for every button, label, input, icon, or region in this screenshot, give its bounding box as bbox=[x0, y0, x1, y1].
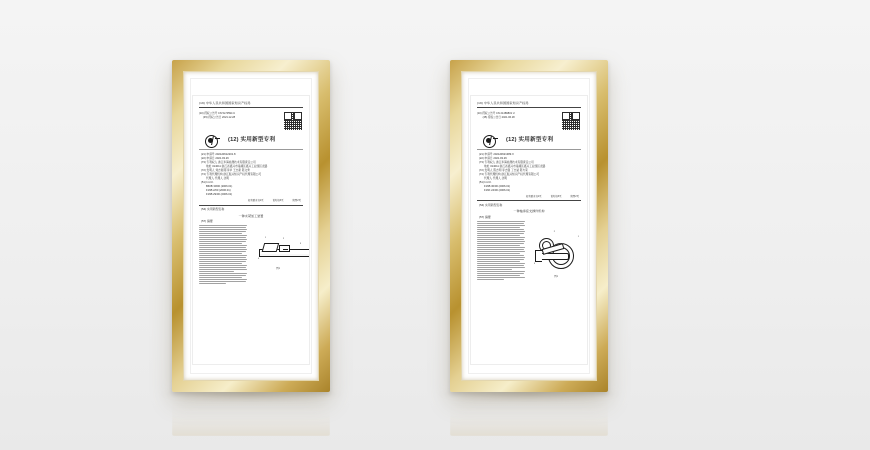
agency-right: (74) 专利代理机构 浙江振兴知识产权代理有限公司 bbox=[479, 172, 540, 176]
application-number-right: (21) 申请号 202120621389.X bbox=[479, 152, 514, 156]
inventors-right: (72) 发明人 陈志明 李志强 丁志斌 陈方荣 bbox=[479, 168, 528, 172]
ipc-code-right-2: F16K 24/00 (2006.01) bbox=[484, 189, 511, 193]
ipc-label-left: (51) Int.Cl. bbox=[201, 181, 214, 185]
qr-code-icon bbox=[561, 111, 581, 131]
figure-label-left-3: 3 bbox=[299, 243, 302, 246]
abstract-rule-left bbox=[199, 205, 303, 206]
cnipa-logo-icon bbox=[205, 134, 222, 147]
figure-column-left bbox=[253, 225, 303, 285]
title-rule-left bbox=[199, 149, 303, 150]
patent-document-left bbox=[193, 96, 309, 364]
publication-date-left: (45) 授权公告日 2021.12.28 bbox=[203, 115, 236, 119]
frame-reflection-left bbox=[172, 392, 330, 436]
abstract-text-left bbox=[199, 225, 248, 285]
agent-right: 代理人 代理人 沈明 bbox=[484, 177, 507, 181]
address-right: 地址 314011 浙江省嘉兴市南湖区嘉兴工业园区北路 bbox=[484, 164, 546, 168]
invention-name-label-left: (54) 实用新型名称 bbox=[201, 207, 225, 212]
invention-name-label-right: (54) 实用新型名称 bbox=[479, 203, 503, 207]
ipc-code-left-1: B60B 30/00 (2006.01) bbox=[206, 185, 233, 189]
invention-title-right: 一种轴承座支撑件机构 bbox=[513, 209, 545, 214]
abstract-body-left bbox=[199, 225, 303, 285]
title-rule-right bbox=[477, 149, 581, 150]
figure-label-left-1: 1 bbox=[264, 237, 267, 240]
abstract-text-right bbox=[477, 221, 526, 281]
cnipa-logo-icon bbox=[483, 134, 500, 147]
inventors-left: (72) 发明人 刘志刚 陈李华 王志新 陈文秀 bbox=[201, 168, 250, 172]
ipc-code-left-2: F16B 2/00 (2006.01) bbox=[206, 189, 231, 193]
abstract-body-right bbox=[477, 221, 581, 281]
patent-document-right bbox=[471, 96, 587, 364]
header-rule-right bbox=[477, 107, 581, 108]
figure-label-left-2: 2 bbox=[282, 238, 285, 241]
header-row-left bbox=[199, 111, 303, 131]
publication-date-right: (45) 授权公告日 2021.06.18 bbox=[482, 115, 515, 119]
ipc-label-right: (51) Int.Cl. bbox=[479, 181, 492, 185]
claims-pages-left: 权利要求书1页 bbox=[247, 199, 264, 203]
frame-reflection-right bbox=[450, 392, 608, 436]
page-count-row-right bbox=[477, 195, 579, 198]
application-date-left: (22) 申请日 2021.03.26 bbox=[201, 156, 229, 160]
cert-header-line-left: (19) 中华人民共和国国家知识产权局 bbox=[199, 101, 251, 105]
abstract-label-right: (57) 摘要 bbox=[479, 215, 491, 220]
figure-caption-right: 图1 bbox=[554, 275, 558, 279]
figure-label-right-1: 1 bbox=[577, 236, 579, 239]
patent-figure-left bbox=[253, 235, 303, 265]
publication-number-right: (10) 授权公告号 CN 21489831 U bbox=[477, 111, 515, 115]
publication-codes-left bbox=[199, 112, 235, 120]
address-left: 地址 314011 浙江省嘉兴市南湖区嘉兴工业园区北路 bbox=[206, 164, 268, 168]
publication-number-left: (10) 授权公告号 CN 5x74594 U bbox=[199, 111, 236, 115]
doc-type-row-right bbox=[483, 134, 581, 147]
application-number-left: (21) 申请号 202120612201.8 bbox=[201, 152, 236, 156]
patent-figure-right bbox=[531, 229, 581, 273]
application-date-right: (22) 申请日 2021.03.26 bbox=[479, 156, 507, 160]
claims-pages-right: 权利要求书1页 bbox=[525, 194, 542, 198]
abstract-label-left: (57) 摘要 bbox=[201, 219, 213, 224]
invention-title-left: 一种夹紧加工装置 bbox=[238, 213, 264, 218]
agent-left: 代理人 代理人 沈明 bbox=[206, 177, 229, 181]
figure-column-right bbox=[531, 221, 581, 281]
figure-label-left-4: 4 bbox=[257, 258, 260, 261]
patentee-left: (73) 专利权人 浙江华海检测技术有限责任公司 bbox=[201, 160, 256, 164]
publication-codes-right bbox=[477, 112, 515, 120]
agency-left: (74) 专利代理机构 浙江振兴知识产权代理有限公司 bbox=[201, 172, 262, 176]
header-rule-left bbox=[199, 107, 303, 108]
doc-type-row-left bbox=[205, 134, 303, 147]
figure-label-right-2: 2 bbox=[553, 231, 555, 234]
patentee-right: (73) 专利权人 浙江华海检测技术有限责任公司 bbox=[479, 160, 534, 164]
description-pages-left: 说明书3页 bbox=[272, 199, 284, 203]
page-count-row-left bbox=[199, 199, 301, 202]
figure-caption-left: 图1 bbox=[276, 267, 280, 271]
header-row-right bbox=[477, 111, 581, 131]
frame-mat-right bbox=[461, 71, 597, 381]
picture-frame-right bbox=[450, 60, 608, 392]
description-pages-right: 说明书3页 bbox=[550, 194, 562, 198]
doc-type-title-left: (12) 实用新型专利 bbox=[228, 136, 276, 143]
doc-type-title-right: (12) 实用新型专利 bbox=[506, 136, 554, 143]
cert-header-line-right: (19) 中华人民共和国国家知识产权局 bbox=[477, 101, 529, 105]
drawings-pages-left: 附图2页 bbox=[292, 199, 301, 203]
picture-frame-left bbox=[172, 60, 330, 392]
figure-label-right-3: 3 bbox=[533, 263, 536, 266]
frame-mat-left bbox=[183, 71, 319, 381]
ipc-code-left-3: F16B 29/00 (2006.01) bbox=[206, 193, 233, 197]
drawings-pages-right: 附图2页 bbox=[570, 194, 579, 198]
qr-code-icon bbox=[283, 111, 303, 131]
abstract-rule-right bbox=[477, 200, 581, 201]
ipc-code-right-1: F16B 30/00 (2006.01) bbox=[484, 185, 511, 189]
